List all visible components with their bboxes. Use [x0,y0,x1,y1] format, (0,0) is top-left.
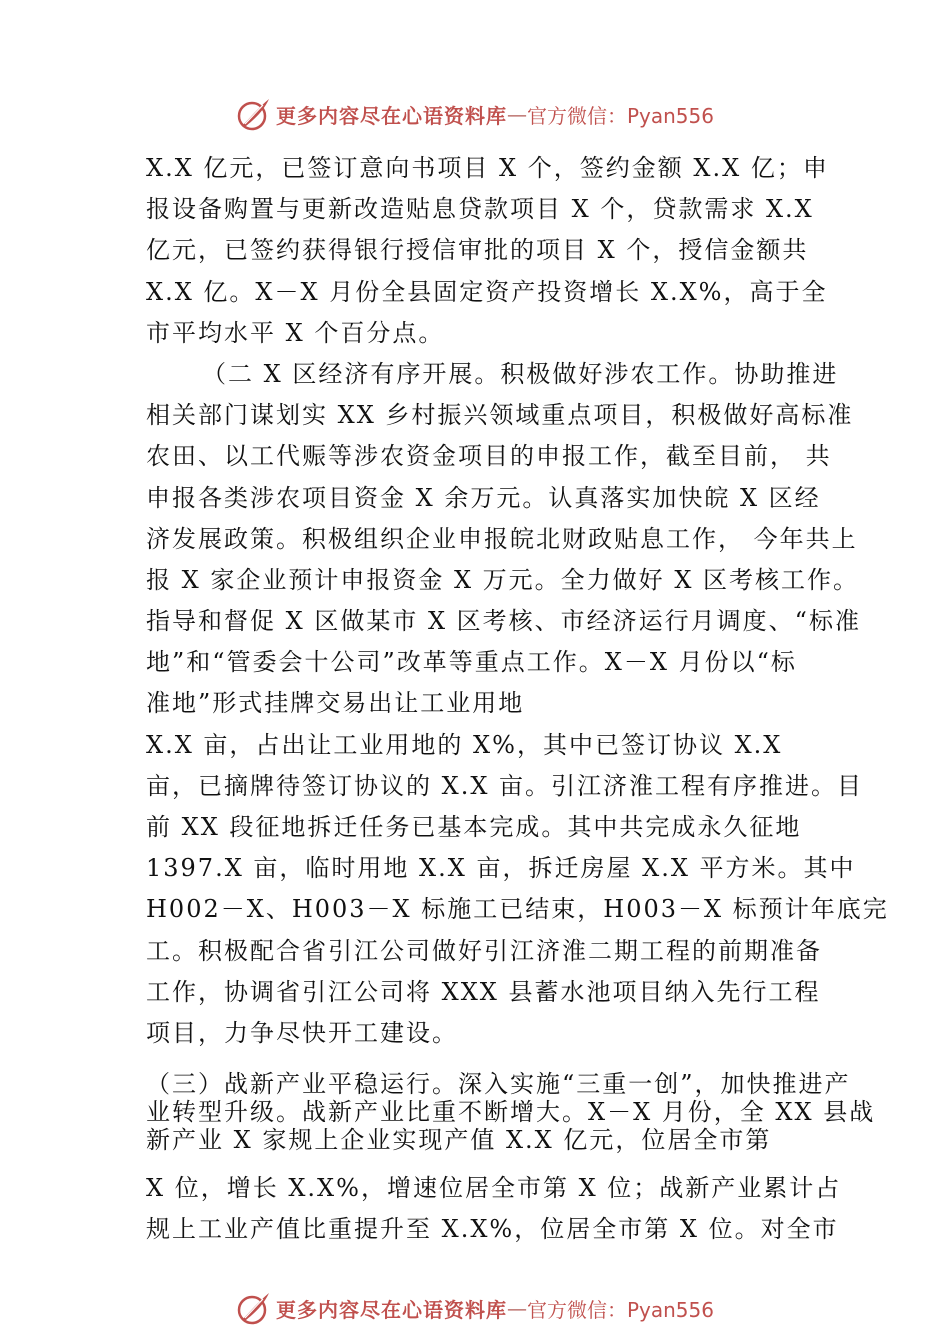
banner-separator: — [506,1296,527,1320]
banner-wechat: 官方微信：Pyan556 [526,1297,714,1322]
text-line: （二 X 区经济有序开展。积极做好涉农工作。协助推进 [202,359,839,388]
text-line: 业转型升级。战新产业比重不断增大。X－X 月份，全 XX 县战 [146,1098,876,1127]
text-line: 相关部门谋划实 XX 乡村振兴领域重点项目，积极做好高标准 [146,401,854,430]
text-line: （三）战新产业平稳运行。深入实施“三重一创”，加快推进产 [146,1070,851,1099]
text-line: X.X 亿。X－X 月份全县固定资产投资增长 X.X%，高于全 [146,277,828,306]
text-line: X.X 亿元，已签订意向书项目 X 个，签约金额 X.X 亿；申 [146,154,829,182]
text-line: 申报各类涉农项目资金 X 余万元。认真落实加快皖 X 区经 [146,483,821,512]
banner-wechat: 官方微信：Pyan556 [526,103,714,128]
paragraph-1 [146,148,846,354]
document-body [146,148,889,1251]
text-line: 工。积极配合省引江公司做好引江济淮二期工程的前期准备 [146,936,822,965]
text-line: H002－X、H003－X 标施工已结束，H003－X 标预计年底完 [146,895,889,924]
banner-brand: 更多内容尽在心语资料库 [275,103,507,128]
text-line: 报 X 家企业预计申报资金 X 万元。全力做好 X 区考核工作。 [146,565,860,594]
text-line: 农田、以工代赈等涉农资金项目的申报工作，截至目前， 共 [146,442,832,471]
text-line: 项目，力争尽快开工建设。 [146,1018,458,1047]
text-line: 准地”形式挂牌交易出让工业用地 [146,689,525,718]
text-line: X.X 亩，占出让工业用地的 X%，其中已签订协议 X.X [146,730,783,759]
banner-separator: — [506,102,527,126]
text-line: 市平均水平 X 个百分点。 [146,318,445,347]
text-line: X 位，增长 X.X%，增速位居全市第 X 位；战新产业累计占 [146,1174,842,1203]
text-line: 1397.X 亩，临时用地 X.X 亩，拆迁房屋 X.X 平方米。其中 [146,854,856,883]
text-line: 亿元，已签约获得银行授信审批的项目 X 个，授信金额共 [146,236,809,265]
quill-logo-icon [236,96,272,132]
text-line: 济发展政策。积极组织企业申报皖北财政贴息工作， 今年共上 [146,524,858,553]
footer-banner [0,1286,950,1330]
paragraph-2 [146,354,889,1054]
text-line: 报设备购置与更新改造贴息贷款项目 X 个，贷款需求 X.X [146,195,814,224]
text-line: 新产业 X 家规上企业实现产值 X.X 亿元，位居全市第 [146,1126,772,1155]
quill-logo-icon [236,1290,272,1326]
text-line: 规上工业产值比重提升至 X.X%，位居全市第 X 位。对全市 [146,1215,839,1244]
text-line: 前 XX 段征地拆迁任务已基本完成。其中共完成永久征地 [146,813,802,841]
text-line: 指导和督促 X 区做某市 X 区考核、市经济运行月调度、“标准 [146,607,861,636]
paragraph-3 [146,1070,876,1250]
text-line: 地”和“管委会十公司”改革等重点工作。X－X 月份以“标 [146,648,797,677]
banner-brand: 更多内容尽在心语资料库 [275,1297,507,1322]
text-line: 工作，协调省引江公司将 XXX 县蓄水池项目纳入先行工程 [146,977,821,1006]
header-banner [0,92,950,136]
text-line: 亩，已摘牌待签订协议的 X.X 亩。引江济淮工程有序推进。目 [146,771,864,800]
